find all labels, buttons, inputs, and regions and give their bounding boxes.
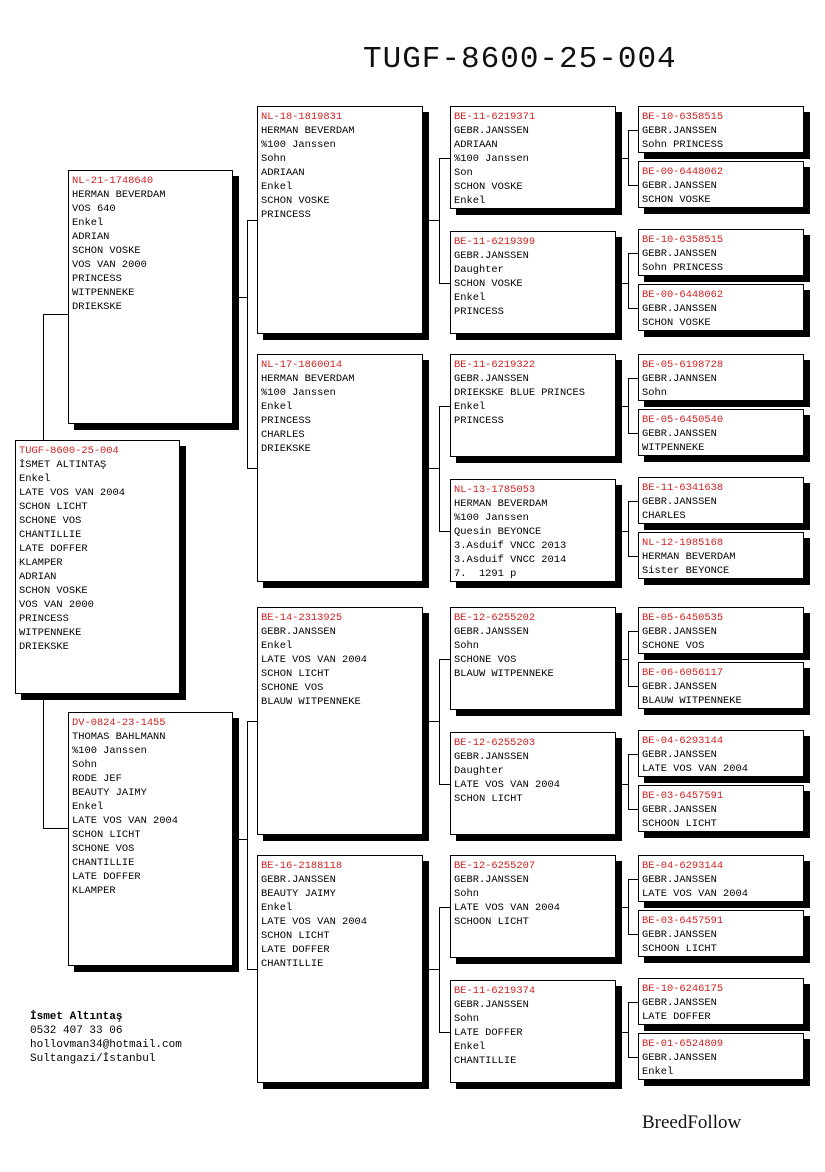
ring-number: BE-12-6255203 (454, 737, 536, 749)
ring-number: BE-06-6056117 (642, 667, 724, 679)
connector-line (247, 220, 248, 468)
connector-line (43, 828, 68, 829)
ring-number: BE-10-6358515 (642, 111, 724, 123)
connector-line (628, 1002, 629, 1057)
card-line: VOS VAN 2000 (72, 259, 147, 271)
card-line: Daughter (454, 264, 504, 276)
card-line: SCHOON LICHT (642, 943, 717, 955)
card-line: HERMAN BEVERDAM (261, 373, 355, 385)
card-line: Son (454, 167, 473, 179)
card-line: LATE VOS VAN 2004 (72, 815, 179, 827)
pedigree-card-g4 (638, 284, 804, 331)
card-line: Daughter (454, 765, 504, 777)
card-line: Sohn (454, 888, 479, 900)
owner-name: İsmet Altıntaş (30, 1011, 123, 1023)
pedigree-card-g9 (638, 607, 804, 654)
card-line: GEBR.JANSSEN (454, 874, 529, 886)
card-line: DRIEKSKE (261, 443, 311, 455)
card-line: 3.Asduif VNCC 2013 (454, 540, 567, 552)
card-line: THOMAS BAHLMANN (72, 731, 166, 743)
card-line: Enkel (261, 640, 293, 652)
card-line: LATE VOS VAN 2004 (642, 763, 749, 775)
pedigree-card-dsd (450, 732, 616, 835)
pedigree-card-g13 (638, 855, 804, 902)
connector-line (628, 253, 629, 308)
card-line: DRIEKSKE (19, 641, 69, 653)
connector-line (628, 1002, 638, 1003)
card-line: GEBR.JANSSEN (642, 428, 717, 440)
pedigree-title: TUGF-8600-25-004 (363, 42, 677, 77)
pedigree-card-dss (450, 607, 616, 710)
connector-line (439, 907, 450, 908)
card-line: WITPENNEKE (72, 287, 135, 299)
connector-line (628, 809, 638, 810)
card-line: %100 Janssen (454, 512, 529, 524)
connector-line (628, 686, 638, 687)
card-line: GEBR.JANSSEN (642, 1052, 717, 1064)
card-line: GEBR.JANSSEN (261, 874, 336, 886)
pedigree-card-sds (450, 354, 616, 457)
connector-line (628, 130, 629, 185)
card-line: PRINCESS (19, 613, 69, 625)
pedigree-card-ddd (450, 980, 616, 1083)
pedigree-card-g7 (638, 477, 804, 524)
ring-number: NL-13-1785053 (454, 484, 536, 496)
pedigree-card-dam (68, 712, 233, 966)
card-line: CHANTILLIE (261, 958, 324, 970)
card-line: BEAUTY JAIMY (72, 787, 147, 799)
card-line: Sohn (454, 1013, 479, 1025)
card-line: CHANTILLIE (19, 529, 82, 541)
card-line: PRINCESS (454, 306, 504, 318)
card-line: GEBR.JANSSEN (642, 180, 717, 192)
card-line: VOS 640 (72, 203, 116, 215)
connector-line (628, 556, 638, 557)
card-line: Enkel (454, 401, 486, 413)
card-line: LATE VOS VAN 2004 (19, 487, 126, 499)
pedigree-card-g2 (638, 161, 804, 208)
pedigree-card-g5 (638, 354, 804, 401)
pedigree-card-sd (257, 354, 423, 582)
connector-line (43, 314, 68, 315)
connector-line (439, 158, 440, 283)
card-line: SCHON LICHT (261, 668, 330, 680)
connector-line (628, 631, 638, 632)
card-line: GEBR.JANSSEN (642, 874, 717, 886)
connector-line (439, 531, 450, 532)
card-line: Quesin BEYONCE (454, 526, 542, 538)
connector-line (429, 468, 439, 469)
connector-line (429, 220, 439, 221)
connector-line (628, 754, 638, 755)
card-line: RODE JEF (72, 773, 122, 785)
card-line: Enkel (642, 1066, 674, 1078)
connector-line (439, 158, 450, 159)
card-line: CHARLES (261, 429, 305, 441)
ring-number: NL-18-1819831 (261, 111, 343, 123)
card-line: GEBR.JANSSEN (454, 626, 529, 638)
ring-number: NL-17-1860014 (261, 359, 343, 371)
ring-number: BE-11-6219322 (454, 359, 536, 371)
pedigree-card-sire (68, 170, 233, 424)
ring-number: BE-05-6450535 (642, 612, 724, 624)
ring-number: BE-00-6448062 (642, 289, 724, 301)
card-line: Sohn PRINCESS (642, 262, 724, 274)
card-line: ADRIAN (72, 231, 110, 243)
card-line: GEBR.JANSSEN (454, 250, 529, 262)
pedigree-card-dds (450, 855, 616, 958)
card-line: %100 Janssen (72, 745, 147, 757)
connector-line (439, 659, 450, 660)
card-line: LATE VOS VAN 2004 (642, 888, 749, 900)
card-line: LATE DOFFER (642, 1011, 711, 1023)
card-line: SCHONE VOS (454, 654, 517, 666)
pedigree-card-ss (257, 106, 423, 334)
connector-line (43, 700, 44, 828)
owner-contact (30, 1010, 182, 1066)
ring-number: BE-10-6358515 (642, 234, 724, 246)
card-line: Sohn (454, 640, 479, 652)
card-line: GEBR.JANSSEN (454, 125, 529, 137)
card-line: Sohn (642, 387, 667, 399)
card-line: SCHON VOSKE (261, 195, 330, 207)
card-line: KLAMPER (19, 557, 63, 569)
connector-line (247, 468, 257, 469)
card-line: GEBR.JANSSEN (642, 496, 717, 508)
connector-line (628, 934, 638, 935)
pedigree-card-g1 (638, 106, 804, 153)
connector-line (628, 754, 629, 809)
pedigree-card-sss (450, 106, 616, 209)
ring-number: BE-12-6255207 (454, 860, 536, 872)
card-line: PRINCESS (261, 415, 311, 427)
connector-line (247, 220, 257, 221)
card-line: SCHON LICHT (72, 829, 141, 841)
card-line: Enkel (261, 902, 293, 914)
card-line: Sohn (261, 153, 286, 165)
card-line: İSMET ALTINTAŞ (19, 459, 107, 471)
card-line: LATE VOS VAN 2004 (261, 654, 368, 666)
card-line: BEAUTY JAIMY (261, 888, 336, 900)
ring-number: BE-14-2313925 (261, 612, 343, 624)
card-line: SCHON VOSKE (642, 194, 711, 206)
card-line: PRINCESS (454, 415, 504, 427)
card-line: Enkel (261, 401, 293, 413)
card-line: LATE DOFFER (454, 1027, 523, 1039)
card-line: VOS VAN 2000 (19, 599, 94, 611)
connector-line (628, 308, 638, 309)
pedigree-card-g14 (638, 910, 804, 957)
pedigree-card-subject (15, 440, 180, 694)
ring-number: BE-11-6219399 (454, 236, 536, 248)
card-line: SCHON VOSKE (19, 585, 88, 597)
connector-line (628, 433, 638, 434)
card-line: Enkel (19, 473, 51, 485)
card-line: KLAMPER (72, 885, 116, 897)
card-line: GEBR.JANSSEN (454, 373, 529, 385)
card-line: Sohn (72, 759, 97, 771)
card-line: GEBR.JANNSEN (642, 373, 717, 385)
card-line: GEBR.JANSSEN (642, 997, 717, 1009)
card-line: LATE DOFFER (19, 543, 88, 555)
connector-line (628, 631, 629, 686)
pedigree-card-g16 (638, 1033, 804, 1080)
card-line: Enkel (454, 292, 486, 304)
card-line: SCHOON LICHT (642, 818, 717, 830)
card-line: GEBR.JANSSEN (642, 749, 717, 761)
pedigree-card-g15 (638, 978, 804, 1025)
pedigree-card-dd (257, 855, 423, 1083)
ring-number: BE-11-6219371 (454, 111, 536, 123)
card-line: Enkel (72, 801, 104, 813)
pedigree-card-g3 (638, 229, 804, 276)
connector-line (439, 283, 450, 284)
connector-line (247, 721, 248, 969)
connector-line (439, 406, 450, 407)
card-line: ADRIAAN (261, 167, 305, 179)
card-line: GEBR.JANSSEN (454, 751, 529, 763)
card-line: Sister BEYONCE (642, 565, 730, 577)
connector-line (247, 969, 257, 970)
pedigree-card-ssd (450, 231, 616, 334)
ring-number: NL-21-1748640 (72, 175, 154, 187)
card-line: %100 Janssen (454, 153, 529, 165)
card-line: SCHONE VOS (19, 515, 82, 527)
card-line: SCHONE VOS (642, 640, 705, 652)
card-line: HERMAN BEVERDAM (261, 125, 355, 137)
connector-line (628, 378, 638, 379)
pedigree-card-g11 (638, 730, 804, 777)
card-line: Sohn PRINCESS (642, 139, 724, 151)
card-line: %100 Janssen (261, 139, 336, 151)
card-line: LATE VOS VAN 2004 (261, 916, 368, 928)
card-line: GEBR.JANSSEN (642, 248, 717, 260)
card-line: ADRIAAN (454, 139, 498, 151)
card-line: Enkel (454, 195, 486, 207)
card-line: GEBR.JANSSEN (261, 626, 336, 638)
connector-line (247, 721, 257, 722)
card-line: Enkel (261, 181, 293, 193)
pedigree-card-g6 (638, 409, 804, 456)
card-line: SCHONE VOS (72, 843, 135, 855)
card-line: DRIEKSKE BLUE PRINCES (454, 387, 585, 399)
card-line: BLAUW WITPENNEKE (642, 695, 742, 707)
card-line: GEBR.JANSSEN (642, 125, 717, 137)
owner-email: hollovman34@hotmail.com (30, 1039, 182, 1051)
ring-number: BE-04-6293144 (642, 735, 724, 747)
connector-line (439, 406, 440, 531)
card-line: LATE DOFFER (261, 944, 330, 956)
card-line: HERMAN BEVERDAM (72, 189, 166, 201)
ring-number: BE-00-6448062 (642, 166, 724, 178)
card-line: %100 Janssen (261, 387, 336, 399)
card-line: BLAUW WITPENNEKE (261, 696, 361, 708)
pedigree-card-g10 (638, 662, 804, 709)
card-line: CHANTILLIE (454, 1055, 517, 1067)
ring-number: BE-10-6246175 (642, 983, 724, 995)
card-line: LATE VOS VAN 2004 (454, 779, 561, 791)
connector-line (439, 1032, 450, 1033)
pedigree-card-sdd (450, 479, 616, 582)
connector-line (628, 253, 638, 254)
ring-number: DV-0824-23-1455 (72, 717, 166, 729)
pedigree-card-g12 (638, 785, 804, 832)
owner-location: Sultangazi/İstanbul (30, 1053, 156, 1065)
card-line: Enkel (454, 1041, 486, 1053)
card-line: SCHON LICHT (454, 793, 523, 805)
card-line: SCHON VOSKE (454, 181, 523, 193)
card-line: GEBR.JANSSEN (642, 681, 717, 693)
connector-line (628, 185, 638, 186)
card-line: GEBR.JANSSEN (642, 303, 717, 315)
brand-logo: BreedFollow (642, 1112, 742, 1133)
connector-line (429, 969, 439, 970)
card-line: GEBR.JANSSEN (642, 626, 717, 638)
card-line: DRIEKSKE (72, 301, 122, 313)
card-line: 3.Asduif VNCC 2014 (454, 554, 567, 566)
card-line: GEBR.JANSSEN (642, 929, 717, 941)
card-line: GEBR.JANSSEN (454, 999, 529, 1011)
connector-line (628, 879, 629, 934)
card-line: ADRIAN (19, 571, 57, 583)
ring-number: BE-01-6524809 (642, 1038, 724, 1050)
card-line: SCHON VOSKE (454, 278, 523, 290)
ring-number: BE-12-6255202 (454, 612, 536, 624)
card-line: SCHON VOSKE (72, 245, 141, 257)
connector-line (628, 501, 638, 502)
connector-line (628, 378, 629, 433)
card-line: PRINCESS (261, 209, 311, 221)
card-line: GEBR.JANSSEN (642, 804, 717, 816)
card-line: WITPENNEKE (19, 627, 82, 639)
card-line: LATE VOS VAN 2004 (454, 902, 561, 914)
card-line: CHARLES (642, 510, 686, 522)
card-line: HERMAN BEVERDAM (454, 498, 548, 510)
connector-line (628, 1057, 638, 1058)
card-line: SCHON LICHT (261, 930, 330, 942)
card-line: 7. 1291 p (454, 568, 517, 580)
connector-line (43, 314, 44, 440)
ring-number: BE-03-6457591 (642, 915, 724, 927)
card-line: LATE DOFFER (72, 871, 141, 883)
connector-line (628, 501, 629, 556)
connector-line (628, 879, 638, 880)
card-line: SCHOON LICHT (454, 916, 529, 928)
card-line: WITPENNEKE (642, 442, 705, 454)
card-line: HERMAN BEVERDAM (642, 551, 736, 563)
connector-line (439, 907, 440, 1032)
connector-line (628, 130, 638, 131)
card-line: BLAUW WITPENNEKE (454, 668, 554, 680)
ring-number: BE-16-2188118 (261, 860, 343, 872)
connector-line (239, 839, 247, 840)
card-line: Enkel (72, 217, 104, 229)
card-line: CHANTILLIE (72, 857, 135, 869)
ring-number: BE-11-6341638 (642, 482, 724, 494)
card-line: SCHON VOSKE (642, 317, 711, 329)
pedigree-card-ds (257, 607, 423, 835)
owner-phone: 0532 407 33 06 (30, 1025, 123, 1037)
ring-number: TUGF-8600-25-004 (19, 445, 119, 457)
ring-number: BE-05-6450540 (642, 414, 724, 426)
connector-line (439, 659, 440, 784)
ring-number: BE-11-6219374 (454, 985, 536, 997)
ring-number: BE-03-6457591 (642, 790, 724, 802)
ring-number: NL-12-1985168 (642, 537, 724, 549)
pedigree-card-g8 (638, 532, 804, 579)
card-line: PRINCESS (72, 273, 122, 285)
card-line: SCHONE VOS (261, 682, 324, 694)
ring-number: BE-04-6293144 (642, 860, 724, 872)
connector-line (439, 784, 450, 785)
ring-number: BE-05-6198728 (642, 359, 724, 371)
card-line: SCHON LICHT (19, 501, 88, 513)
connector-line (239, 297, 247, 298)
connector-line (429, 721, 439, 722)
